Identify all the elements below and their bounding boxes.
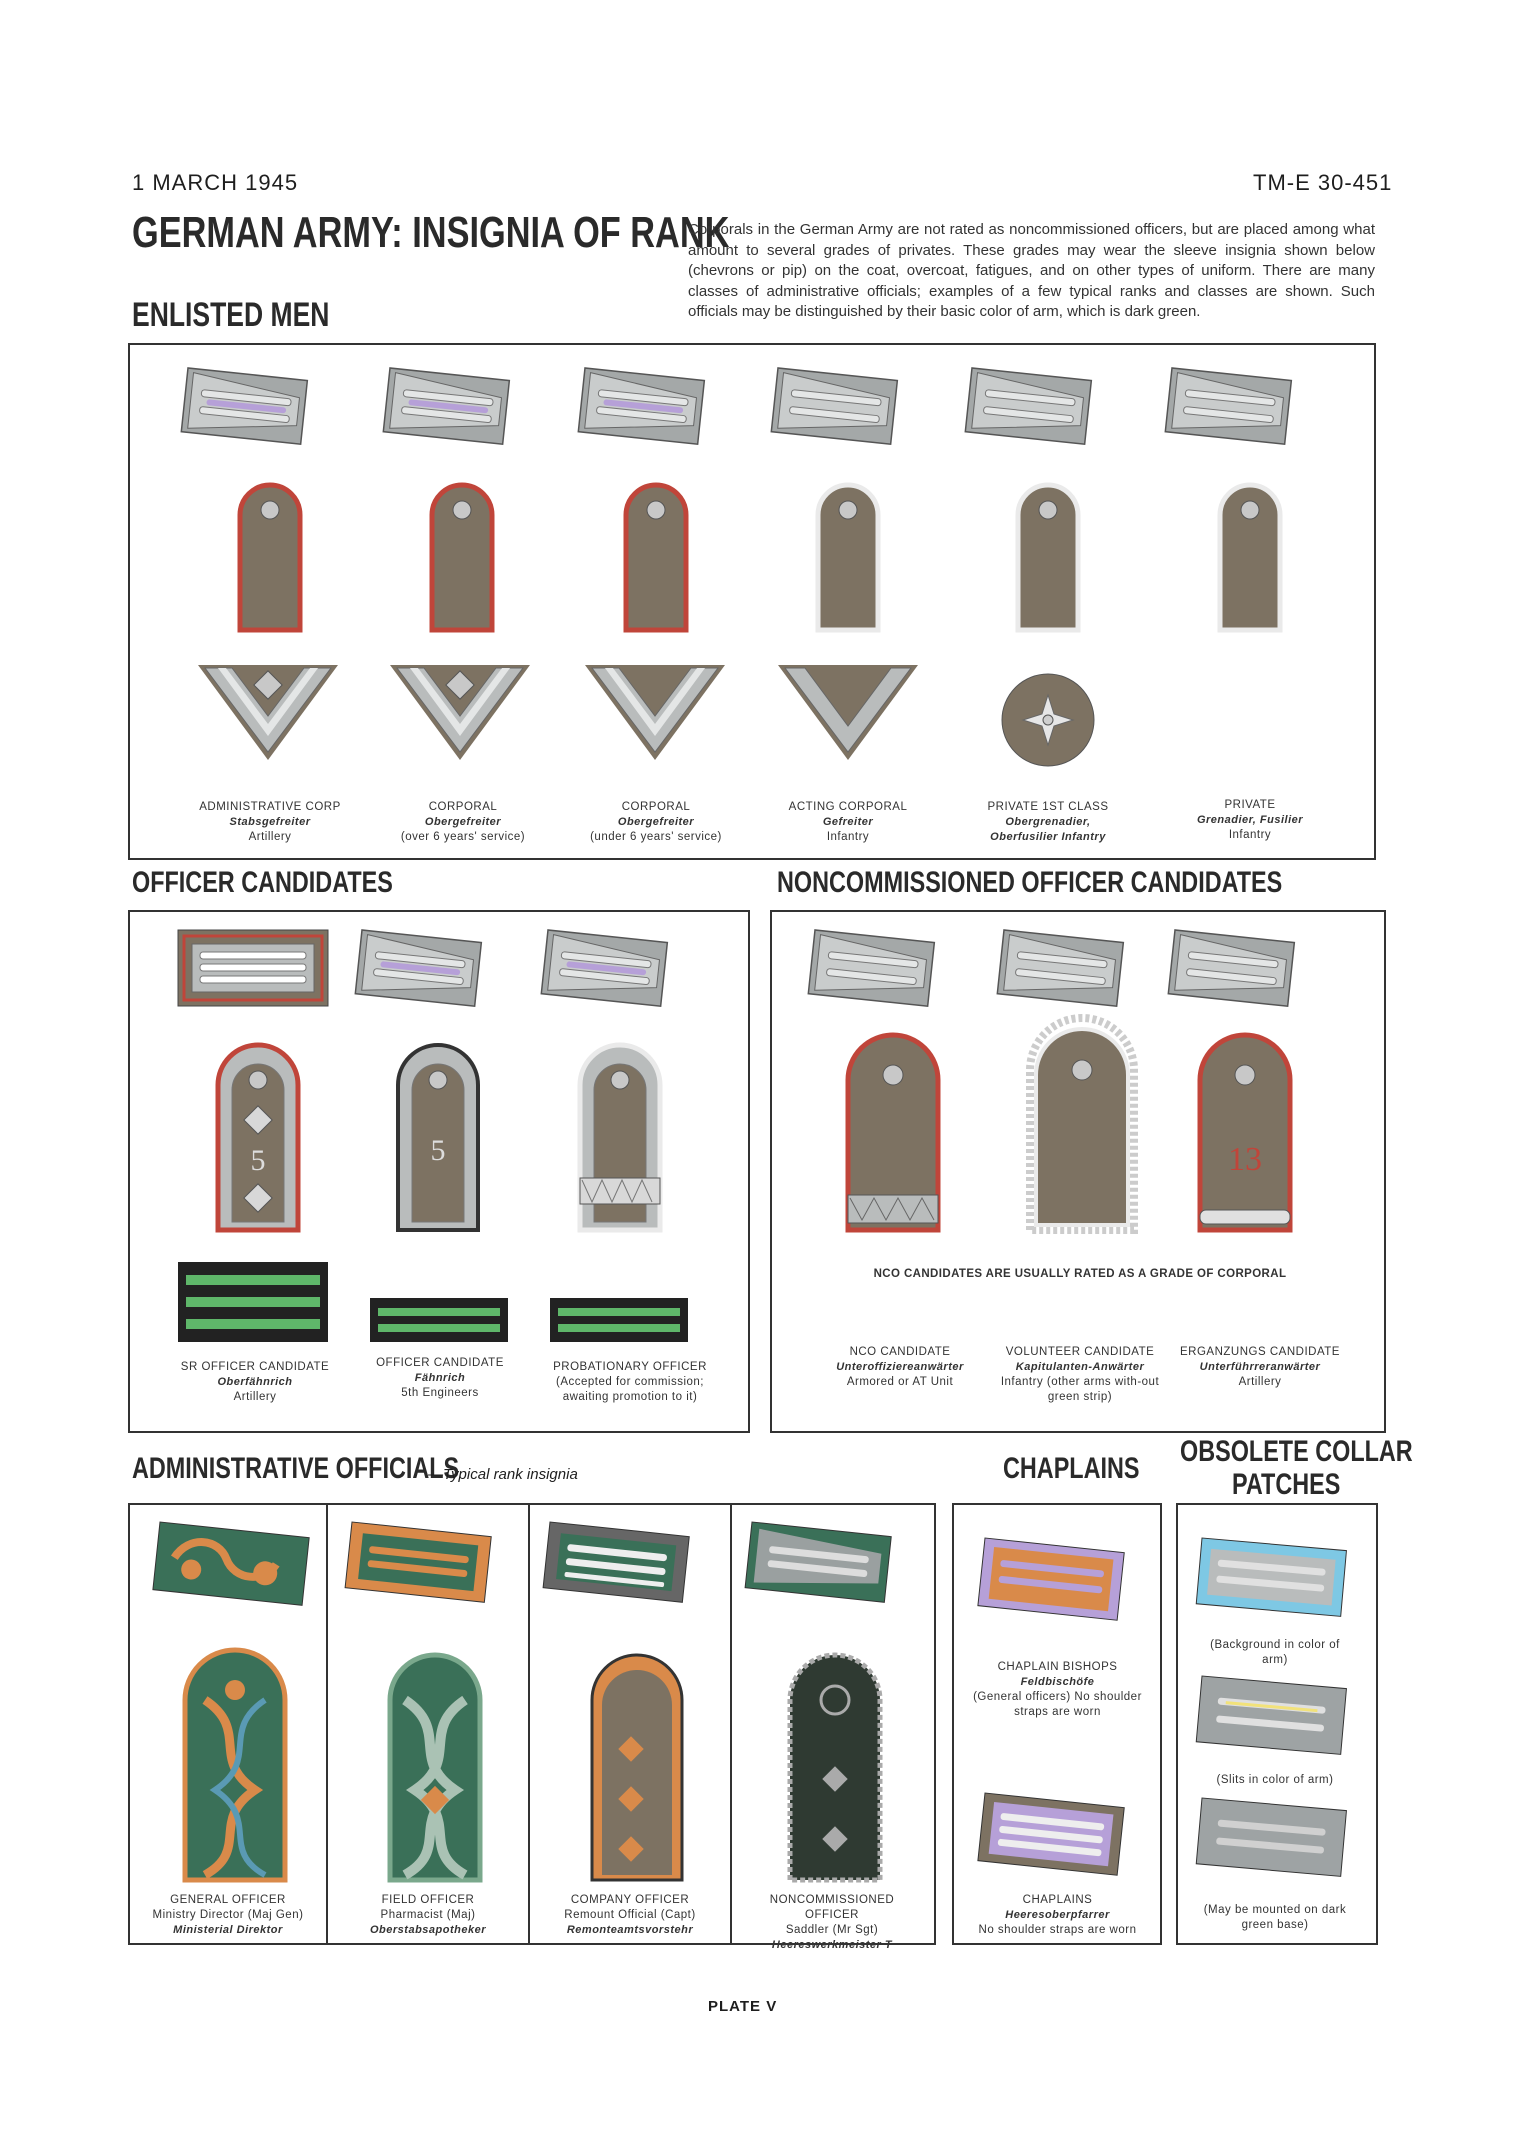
enlisted-caption: CORPORAL Obergefreiter (under 6 years' service) bbox=[590, 801, 722, 843]
admin-caption: FIELD OFFICER Pharmacist (Maj) Oberstabsapotheker bbox=[370, 1894, 486, 1936]
enlisted-caption: CORPORAL Obergefreiter (over 6 years' service) bbox=[400, 801, 526, 843]
chaplains-title: CHAPLAINS bbox=[1003, 1452, 1140, 1485]
officer-candidates-title: OFFICER CANDIDATES bbox=[132, 866, 393, 899]
strap-number: 13 bbox=[1228, 1141, 1262, 1178]
nco-candidates-title: NONCOMMISSIONED OFFICER CANDIDATES bbox=[777, 866, 1283, 899]
nco-candidate-caption: ERGANZUNGS CANDIDATE Unterführreranwärter Artillery bbox=[1180, 1346, 1340, 1388]
admin-caption: NONCOMMISSIONED OFFICER Saddler (Mr Sgt) Heereswerkmeister T bbox=[769, 1894, 895, 1951]
header-manual: TM-E 30-451 bbox=[1253, 170, 1393, 195]
footer-plate: PLATE V bbox=[708, 1998, 778, 2015]
obsolete-title-2: PATCHES bbox=[1232, 1468, 1341, 1501]
admin-box bbox=[128, 1503, 328, 1945]
chevron-insignia bbox=[778, 665, 918, 760]
admin-caption: GENERAL OFFICER Ministry Director (Maj Gen) Ministerial Direktor bbox=[152, 1894, 304, 1936]
officer-candidates-box bbox=[128, 910, 750, 1433]
shoulder-strap bbox=[240, 485, 300, 630]
admin-box bbox=[326, 1503, 530, 1945]
collar-patch bbox=[771, 368, 897, 444]
obsolete-title: OBSOLETE COLLAR bbox=[1180, 1435, 1413, 1468]
enlisted-caption: ACTING CORPORAL Gefreiter Infantry bbox=[788, 801, 908, 843]
strap-number: 5 bbox=[430, 1134, 446, 1167]
chevron-insignia bbox=[198, 665, 338, 760]
shoulder-strap bbox=[818, 485, 878, 630]
pip-insignia bbox=[1002, 674, 1094, 766]
shoulder-strap bbox=[1018, 485, 1078, 630]
admin-caption: COMPANY OFFICER Remount Official (Capt) Remonteamtsvorstehr bbox=[564, 1894, 696, 1936]
collar-patch bbox=[181, 368, 307, 444]
chaplain-caption: CHAPLAINS Heeresoberpfarrer No shoulder straps are worn bbox=[978, 1894, 1137, 1936]
enlisted-title: ENLISTED MEN bbox=[132, 296, 330, 334]
nco-note: NCO CANDIDATES ARE USUALLY RATED AS A GRADE OF CORPORAL bbox=[873, 1268, 1287, 1280]
nco-candidate-caption: VOLUNTEER CANDIDATE Kapitulanten-Anwärter Infantry (other arms with-out green strip) bbox=[1000, 1346, 1160, 1403]
collar-patch bbox=[383, 368, 509, 444]
officer-candidate-caption: OFFICER CANDIDATE Fähnrich 5th Engineers bbox=[376, 1357, 504, 1399]
officer-candidate-caption: SR OFFICER CANDIDATE Oberfähnrich Artillery bbox=[180, 1361, 330, 1403]
shoulder-strap bbox=[432, 485, 492, 630]
strap-number: 5 bbox=[250, 1144, 266, 1177]
obsolete-caption: (Slits in color of arm) bbox=[1216, 1774, 1334, 1786]
page-title: GERMAN ARMY: INSIGNIA OF RANK bbox=[132, 208, 730, 257]
intro-text: Corporals in the German Army are not rated as noncommissioned officers, but are placed among what amount to several grades of privates. These grades may wear the sleeve insignia shown below (chevrons or pip) on the coat, overcoat, fatigues, and on other types of uniform. There are many classes of administrative officials; examples of a few typical ranks and classes are shown. Such officials may be distinguished by their basic color of arm, which is dark green. bbox=[688, 221, 1375, 320]
officer-candidate-caption: PROBATIONARY OFFICER (Accepted for commission; awaiting promotion to it) bbox=[553, 1361, 707, 1403]
chevron-insignia bbox=[390, 665, 530, 760]
admin-subtitle: —Typical rank insignia bbox=[428, 1466, 578, 1483]
obsolete-box bbox=[1176, 1503, 1378, 1945]
header-date: 1 MARCH 1945 bbox=[132, 170, 299, 195]
obsolete-caption: (May be mounted on dark green base) bbox=[1203, 1904, 1347, 1931]
enlisted-caption: ADMINISTRATIVE CORP Stabsgefreiter Artillery bbox=[199, 801, 341, 843]
collar-patch bbox=[965, 368, 1091, 444]
enlisted-caption: PRIVATE 1ST CLASS Obergrenadier, Oberfusilier Infantry bbox=[987, 801, 1109, 843]
admin-title: ADMINISTRATIVE OFFICIALS bbox=[132, 1452, 460, 1485]
collar-patch bbox=[578, 368, 704, 444]
admin-box bbox=[730, 1503, 936, 1945]
chevron-insignia bbox=[585, 665, 725, 760]
shoulder-strap bbox=[626, 485, 686, 630]
chaplains-box bbox=[952, 1503, 1162, 1945]
shoulder-strap bbox=[1220, 485, 1280, 630]
admin-box bbox=[528, 1503, 732, 1945]
obsolete-caption: (Background in color of arm) bbox=[1210, 1639, 1340, 1666]
collar-patch bbox=[1165, 368, 1291, 444]
chaplain-caption: CHAPLAIN BISHOPS Feldbischöfe (General officers) No shoulder straps are worn bbox=[973, 1661, 1142, 1718]
enlisted-caption: PRIVATE Grenadier, Fusilier Infantry bbox=[1196, 799, 1304, 841]
nco-candidate-caption: NCO CANDIDATE Unteroffiziereanwärter Armored or AT Unit bbox=[836, 1346, 964, 1388]
